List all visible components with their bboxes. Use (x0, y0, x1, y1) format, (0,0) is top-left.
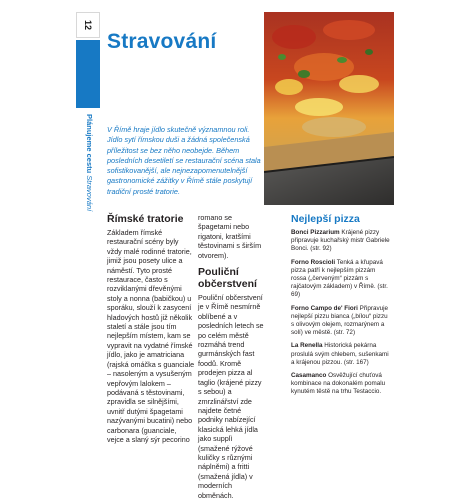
pizza-photo-image (264, 12, 394, 205)
sidebar-section-italic: Stravování (85, 175, 94, 212)
sidebar-section-bold: Plánujeme cestu (85, 114, 94, 174)
column-1 (107, 213, 195, 444)
pizza-entry-name: La Renella (291, 342, 323, 350)
pizza-entry-text: Připravuje nejlepší pizzu bianca („bílou“ pizzu s olivovým olejem, rozmarýnem a solí) ve městě. (str. 72) (291, 304, 389, 337)
pizza-entry-text: Historická pekárna proslulá svým chlebem, sušenkami a krájenou pizzou. (str. 167) (291, 342, 389, 366)
pizza-entry-name: Casamanco (291, 372, 327, 380)
section-heading-street-food: Pouliční občerstvení (198, 266, 257, 291)
page-number-box (76, 12, 100, 38)
page-title: Stravování (107, 30, 217, 53)
column-3-best-pizza (291, 213, 392, 402)
pizza-entry-name: Forno Roscioli (291, 258, 336, 266)
pizza-entry (291, 305, 392, 338)
pizza-photo (264, 12, 394, 205)
section-heading-trattorias: Římské tratorie (107, 213, 184, 225)
section-body-street-food: Pouliční občerstvení je v Římě nesmírně oblíbené a v posledních letech se po celém městě rozmáhá trend gurmánských fast foodů. Kromě prodejen pizza al taglio (krájené pizzy s sebou) a zmrzlinářství zde najdete četné podniky nabízející klasická lehká jídla jako supplì (smažené rýžové kuličky s různými náplněmi) a fritti (smažená jídla) v moderních obměnách. (198, 293, 264, 500)
sidebar-accent-bar (76, 40, 100, 108)
sidebar-section-label (84, 114, 96, 224)
pizza-entry-name: Bonci Pizzarium (291, 229, 340, 236)
pizza-entry (291, 342, 392, 367)
section-body-trattorias: Základem římské restaurační scény byly vždy malé rodinné tratorie, jimiž jsou posety ulice a náměstí. Tyto prosté restaurace, často s rozviklanými dřevěnými stoly a nonna (babičkou) u sporáku, slouží k zasycení hladových hostů již několik staletí a stále jsou tím nejlepším místem, kam se vypravit na vydatné římské jídlo, jako je amatriciana (rajská omáčka s guanciale – nasoleným a vysušeným vepřovým lalokem – podávaná s těstovinami, zpravidla se silnějšími, uvnitř dutými špagetami nazývanými bucatini) nebo carbonara (guanciale, vejce a slaný sýr pecorino (107, 228, 195, 444)
pizza-entry-name: Forno Campo de' Fiori (291, 304, 358, 312)
pizza-entry (291, 259, 392, 300)
pizza-entry (291, 229, 392, 254)
pizza-entry-text: Osvěžující chuťová kombinace na dokonalém pomalu kynutém těstě na trhu Testaccio. (291, 372, 386, 396)
column-2 (198, 213, 264, 500)
page-number: 12 (83, 19, 93, 31)
pizza-entry (291, 372, 392, 397)
pizza-entry-text: Krájené pizzy připravuje kuchařský mistr Gabriele Bonci. (str. 92) (291, 229, 390, 253)
intro-paragraph: V Římě hraje jídlo skutečně významnou roli. Jídlo sytí římskou duši a žádná společenská příležitost se bez něho neobejde. Během posledních desetiletí se restaurační scéna stala sofistikovanější, ale nejnezapomenutelnější gastronomické zážitky v Římě stále poskytují tradiční prosté tratorie. (107, 125, 261, 196)
section-body-trattorias-continued: romano se špagetami nebo rigatoni, kratšími těstovinami s širším otvorem). (198, 213, 262, 260)
pizza-entry-text: Tenká a křupavá pizza patří k nejlepším pizzám rossa („červeným“ pizzám s rajčatovým základem) v Římě. (str. 69) (291, 258, 388, 299)
best-pizza-heading: Nejlepší pizza (291, 213, 360, 225)
